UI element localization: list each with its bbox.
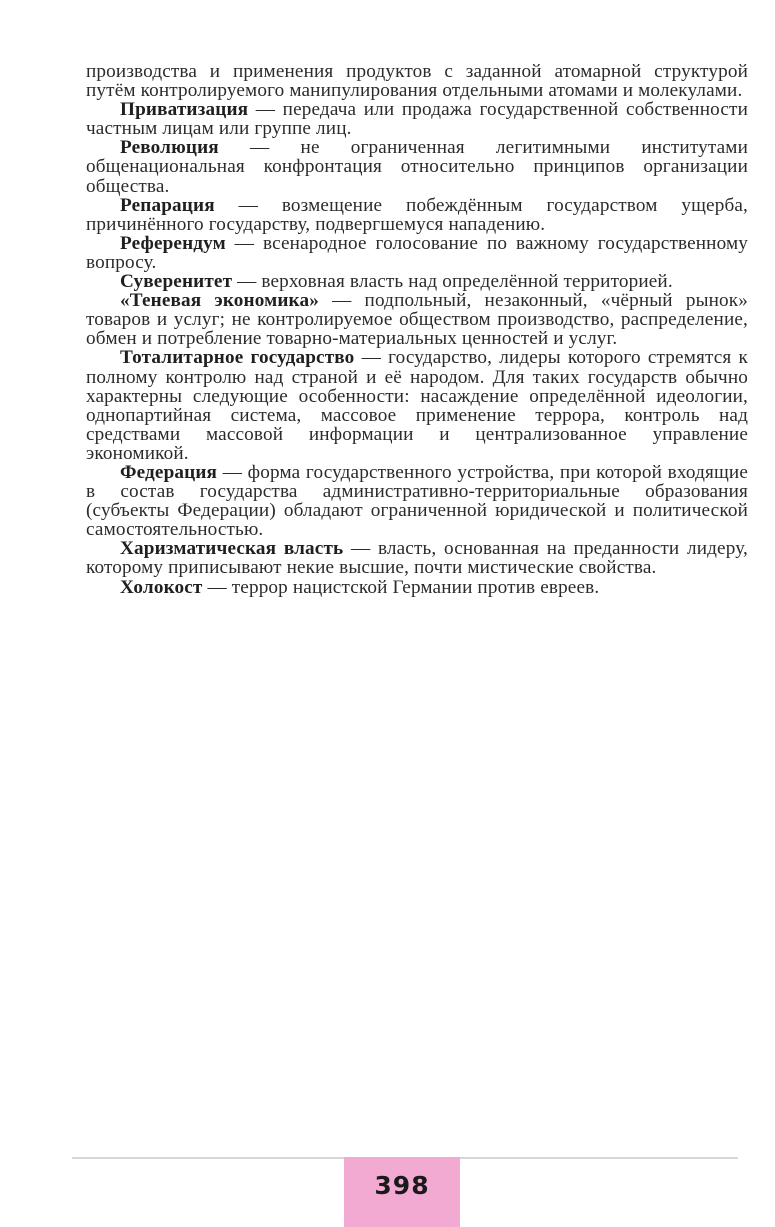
glossary-term: Референдум [120,232,226,254]
glossary-entry [86,463,748,539]
glossary-term: Репарация [120,194,215,216]
page-number-tab [344,1157,460,1227]
page-number: 398 [374,1171,430,1200]
glossary-definition: — государство, лидеры которого стремятся к полному контролю над страной и её народом. Для таких государств обычно характерны следующие особенности: насаждение определённой идеологии, однопартийная система, массовое применение террора, контроль над средствами массовой информации и централизованное управление экономикой. [86,347,748,464]
glossary-term: Революция [120,137,219,159]
glossary-entry [86,578,748,597]
glossary-entry [86,100,748,138]
glossary-term: «Теневая экономика» [120,290,319,312]
glossary-definition: — верховная власть над определённой территорией. [232,271,673,293]
glossary-term: Тоталитарное государство [120,347,355,369]
glossary-text [86,62,748,597]
glossary-definition: — подпольный, незаконный, «чёрный рынок» товаров и услуг; не контролируемое обществом производство, распределение, обмен и потребление товарно-материальных ценностей и услуг. [86,290,749,350]
glossary-entry [86,291,748,348]
glossary-entry [86,272,748,291]
glossary-entry [86,196,748,234]
glossary-term: Приватизация [120,99,249,121]
glossary-definition: — возмещение побеждённым государством ущерба, причинённого государству, подвергшемуся нападению. [86,194,748,235]
glossary-entry [86,138,748,195]
glossary-definition: — террор нацистской Германии против евреев. [202,576,600,598]
glossary-term: Холокост [120,576,203,598]
glossary-definition: — форма государственного устройства, при которой входящие в состав государства административно-территориальные образования (субъекты Федерации) обладают ограниченной юридической и политической самостоятельностью. [86,461,748,541]
glossary-term: Федерация [120,461,218,483]
glossary-definition: — всенародное голосование по важному государственному вопросу. [86,232,748,273]
glossary-entry [86,539,748,577]
continued-definition: производства и применения продуктов с заданной атомарной структурой путём контролируемого манипулирования отдельными атомами и молекулами. [86,61,748,102]
glossary-term: Харизматическая власть [120,538,344,560]
glossary-definition: — власть, основанная на преданности лидеру, которому приписывают некие высшие, почти мистические свойства. [86,538,748,579]
glossary-term: Суверенитет [120,271,233,293]
glossary-definition: — передача или продажа государственной собственности частным лицам или группе лиц. [86,99,748,140]
glossary-definition: — не ограниченная легитимными институтами общенациональная конфронтация относительно принципов организации общества. [86,137,748,197]
glossary-entry [86,348,748,463]
glossary-entry [86,234,748,272]
